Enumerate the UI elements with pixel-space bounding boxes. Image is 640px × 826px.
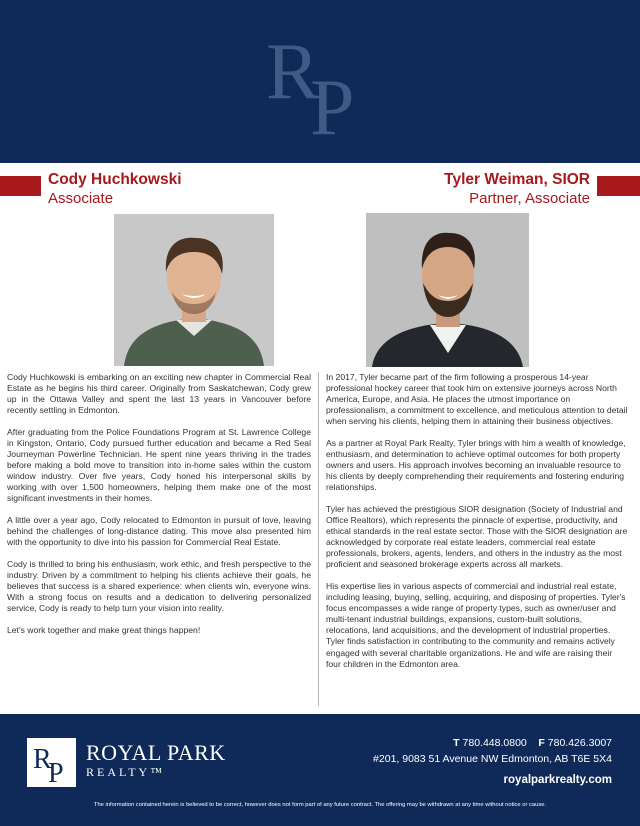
address: #201, 9083 51 Avenue NW Edmonton, AB T6E 5X4 (373, 753, 612, 765)
phone-fax-line (453, 737, 612, 749)
bio-paragraph: Tyler has achieved the prestigious SIOR designation (Society of Industrial and Office Realtors), which represents the pinnacle of expertise, productivity, and ethical standards in the real estate sector. Those with the SIOR designation are acknowledged by corporate real estate leaders, commercial real estate professionals, brokers, agents, lenders, and others in the industry as the most proficient and seasoned brokerage experts across all markets. (326, 503, 628, 570)
headshot-illustration (366, 213, 529, 367)
right-person-photo (366, 213, 529, 367)
rp-monogram-logo (262, 28, 382, 140)
left-person-header (48, 171, 182, 211)
bio-paragraph: His expertise lies in various aspects of commercial and industrial real estate, including leasing, buying, selling, acquiring, and disposing of properties. Tyler's focus encompasses a wide range of property types, such as owner/user and multi-tenant industrial buildings, expansions, custom-built solutions, relocations, land acquisitions, and the development of industrial properties. Tyler finds satisfaction in contributing to the community and remains actively engaged with several charitable organizations. He and wife are raising their four children in the Edmonton area. (326, 581, 626, 669)
bio-paragraph: Let's work together and make great things happen! (7, 624, 201, 635)
column-divider (318, 372, 319, 706)
phone-number[interactable]: 780.448.0800 (462, 737, 527, 749)
right-person-title: Partner, Associate (469, 190, 590, 207)
brand-subtitle: REALTY™ (86, 765, 165, 779)
footer-logo (27, 738, 76, 787)
left-person-photo (114, 214, 274, 366)
svg-text:R: R (33, 744, 52, 775)
right-person-name: Tyler Weiman, SIOR (444, 171, 590, 188)
bio-paragraph: Cody is thrilled to bring his enthusiasm, work ethic, and fresh perspective to the industry. Driven by a commitment to helping his clients achieve their goals, he believes that success is a shared experience: when clients win, everyone wins. With a strong focus on results and a dedication to delivering personalized service, Cody is ready to help turn your vision into reality. (7, 558, 311, 614)
brand-name: ROYAL PARK (86, 740, 226, 765)
headshot-illustration (114, 214, 274, 366)
phone-label: T (453, 737, 460, 749)
footer (0, 714, 640, 826)
fax-label: F (538, 737, 545, 749)
bio-paragraph: After graduating from the Police Foundations Program at St. Lawrence College in Kingston, Ontario, Cody pursued further education and became a Red Seal Journeyman Powerline Technician. He spent nine years thriving in the trades before making a bold move to transition into in-home sales within the custom window industry. Over five years, Cody honed his interpersonal skills by working with over 1,500 homeowners, helping them make one of the most significant investments in their homes. (7, 426, 311, 504)
svg-text:P: P (48, 758, 64, 787)
left-person-bio (7, 372, 311, 646)
monogram-r: R (266, 28, 320, 116)
disclaimer: The information contained herein is believed to be correct, however does not form part of any future contract. The offering may be withdrawn at any time without notice or cause. (93, 802, 547, 808)
left-person-title: Associate (48, 190, 114, 207)
bio-paragraph: A little over a year ago, Cody relocated to Edmonton in pursuit of love, leaving behind the challenges of long-distance dating. This move also presented him with the opportunity to dive into his passion for Commercial Real Estate. (7, 515, 311, 548)
right-person-bio (326, 372, 628, 680)
fax-number: 780.426.3007 (547, 737, 612, 749)
bio-paragraph: Cody Huchkowski is embarking on an exciting new chapter in Commercial Real Estate as he begins his third career. Originally from Saskatchewan, Cody grew up in the Ottawa Valley and spent the last 13 years in Vancouver before recently settling in Edmonton. (7, 372, 311, 416)
header-band (0, 0, 640, 163)
right-accent-bar (597, 176, 640, 196)
rp-monogram-icon (27, 738, 76, 787)
left-accent-bar (0, 176, 41, 196)
right-person-header (444, 171, 590, 211)
website-link[interactable]: royalparkrealty.com (503, 774, 612, 786)
monogram-p: P (310, 64, 355, 140)
left-person-name: Cody Huchkowski (48, 171, 182, 188)
bio-paragraph: In 2017, Tyler became part of the firm following a prosperous 14-year professional hockey career that took him on extensive journeys across North America, Europe, and Asia. He places the utmost importance on professionalism, a commitment to excellence, and meticulous attention to detail when serving his clients, helping them in attaining their business objectives. (326, 372, 628, 427)
bio-paragraph: As a partner at Royal Park Realty, Tyler brings with him a wealth of knowledge, enthusiasm, and determination to achieve optimal outcomes for both property owners and users. His approach involves becoming an invaluable resource to his clients by deeply comprehending their requirements and fostering enduring relationships. (326, 437, 626, 493)
